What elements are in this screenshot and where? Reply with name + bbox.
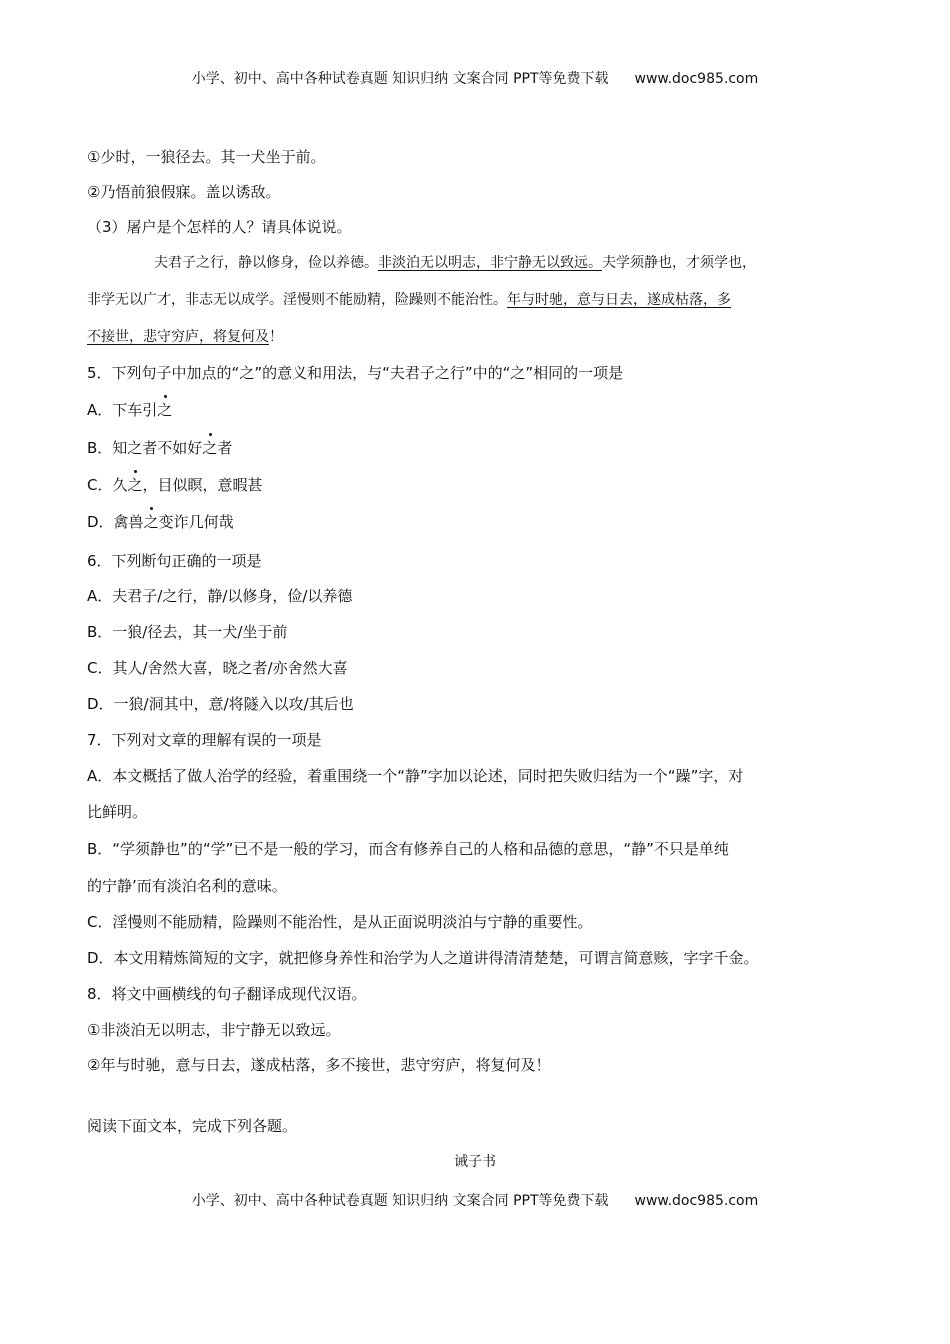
passage-line-3 xyxy=(87,327,283,347)
underlined-sentence-1: 非淡泊无以明志，非宁静无以致远。 xyxy=(378,255,602,271)
passage-line-2 xyxy=(87,290,731,310)
option-text: D．禽兽 xyxy=(87,513,144,531)
dotted-char: 之 xyxy=(127,476,143,494)
q7-option-b-line2: 的宁静’而有淡泊名利的意味。 xyxy=(87,877,287,895)
passage-text: ！ xyxy=(269,329,283,345)
q6-option-c: C．其人/舍然大喜，晓之者/亦舍然大喜 xyxy=(87,659,348,677)
sentence-2: ②乃悟前狼假寐。盖以诱敌。 xyxy=(87,183,281,201)
passage-text: 非学无以广才，非志无以成学。淫慢则不能励精，险躁则不能治性。 xyxy=(87,292,507,308)
option-text: ，目似瞑，意暇甚 xyxy=(142,476,263,494)
q5-option-c xyxy=(87,475,263,495)
option-text: C．久 xyxy=(87,476,128,494)
option-text: B．知之者不如好 xyxy=(87,439,203,457)
q6-option-b: B．一狼/径去，其一犬/坐于前 xyxy=(87,623,288,641)
section-intro: 阅读下面文本，完成下列各题。 xyxy=(87,1117,298,1135)
page-footer xyxy=(0,1191,950,1211)
q7-option-d: D．本文用精炼简短的文字，就把修身养性和治学为人之道讲得清清楚楚，可谓言简意赅，字字千金。 xyxy=(87,949,759,967)
q6-option-d: D．一狼/洞其中，意/将隧入以攻/其后也 xyxy=(87,695,354,713)
passage-text: 夫君子之行，静以修身，俭以养德。 xyxy=(154,255,378,271)
option-text: A．下车引 xyxy=(87,401,158,419)
page-header xyxy=(0,69,950,89)
q6-option-a: A．夫君子/之行，静/以修身，俭/以养德 xyxy=(87,587,353,605)
passage-text: 夫学须静也，才须学也， xyxy=(602,255,756,271)
q7-option-c: C．淫慢则不能励精，险躁则不能治性，是从正面说明淡泊与宁静的重要性。 xyxy=(87,913,593,931)
sentence-1: ①少时，一狼径去。其一犬坐于前。 xyxy=(87,148,326,166)
question-8-stem: 8．将文中画横线的句子翻译成现代汉语。 xyxy=(87,985,367,1003)
q5-option-a xyxy=(87,400,172,420)
underlined-sentence-2: 年与时驰，意与日去，遂成枯落，多 xyxy=(507,292,731,308)
passage-line-1 xyxy=(154,253,756,273)
question-5-stem: 5．下列句子中加点的“之”的意义和用法，与“夫君子之行”中的“之”相同的一项是 xyxy=(87,364,624,382)
section-title: 诫子书 xyxy=(454,1154,496,1170)
footer-text: 小学、初中、高中各种试卷真题 知识归纳 文案合同 PPT等免费下载 xyxy=(191,1193,609,1209)
dotted-char: 之 xyxy=(157,401,173,419)
header-text: 小学、初中、高中各种试卷真题 知识归纳 文案合同 PPT等免费下载 xyxy=(191,71,609,87)
underlined-sentence-2-cont: 不接世，悲守穷庐，将复何及 xyxy=(87,329,269,345)
q7-option-b-line1: B．“学须静也”的“学”已不是一般的学习，而含有修养自己的人格和品德的意思，“静”不只是单纯 xyxy=(87,840,729,858)
q7-option-a-line1: A．本文概括了做人治学的经验，着重围绕一个“静”字加以论述，同时把失败归结为一个“躁”字，对 xyxy=(87,767,744,785)
question-3: （3）屠户是个怎样的人？请具体说说。 xyxy=(87,218,352,236)
question-7-stem: 7．下列对文章的理解有误的一项是 xyxy=(87,731,322,749)
q7-option-a-line2: 比鲜明。 xyxy=(87,803,148,821)
q8-sentence-2: ②年与时驰，意与日去，遂成枯落，多不接世，悲守穷庐，将复何及！ xyxy=(87,1056,551,1074)
dotted-char: 之 xyxy=(202,439,218,457)
option-text: 者 xyxy=(217,439,233,457)
q8-sentence-1: ①非淡泊无以明志，非宁静无以致远。 xyxy=(87,1021,341,1039)
header-site: www.doc985.com xyxy=(634,71,759,87)
option-text: 变诈几何哉 xyxy=(158,513,234,531)
q5-option-d xyxy=(87,512,234,532)
q5-option-b xyxy=(87,438,232,458)
question-6-stem: 6．下列断句正确的一项是 xyxy=(87,552,262,570)
dotted-char: 之 xyxy=(143,513,159,531)
footer-site: www.doc985.com xyxy=(634,1193,759,1209)
